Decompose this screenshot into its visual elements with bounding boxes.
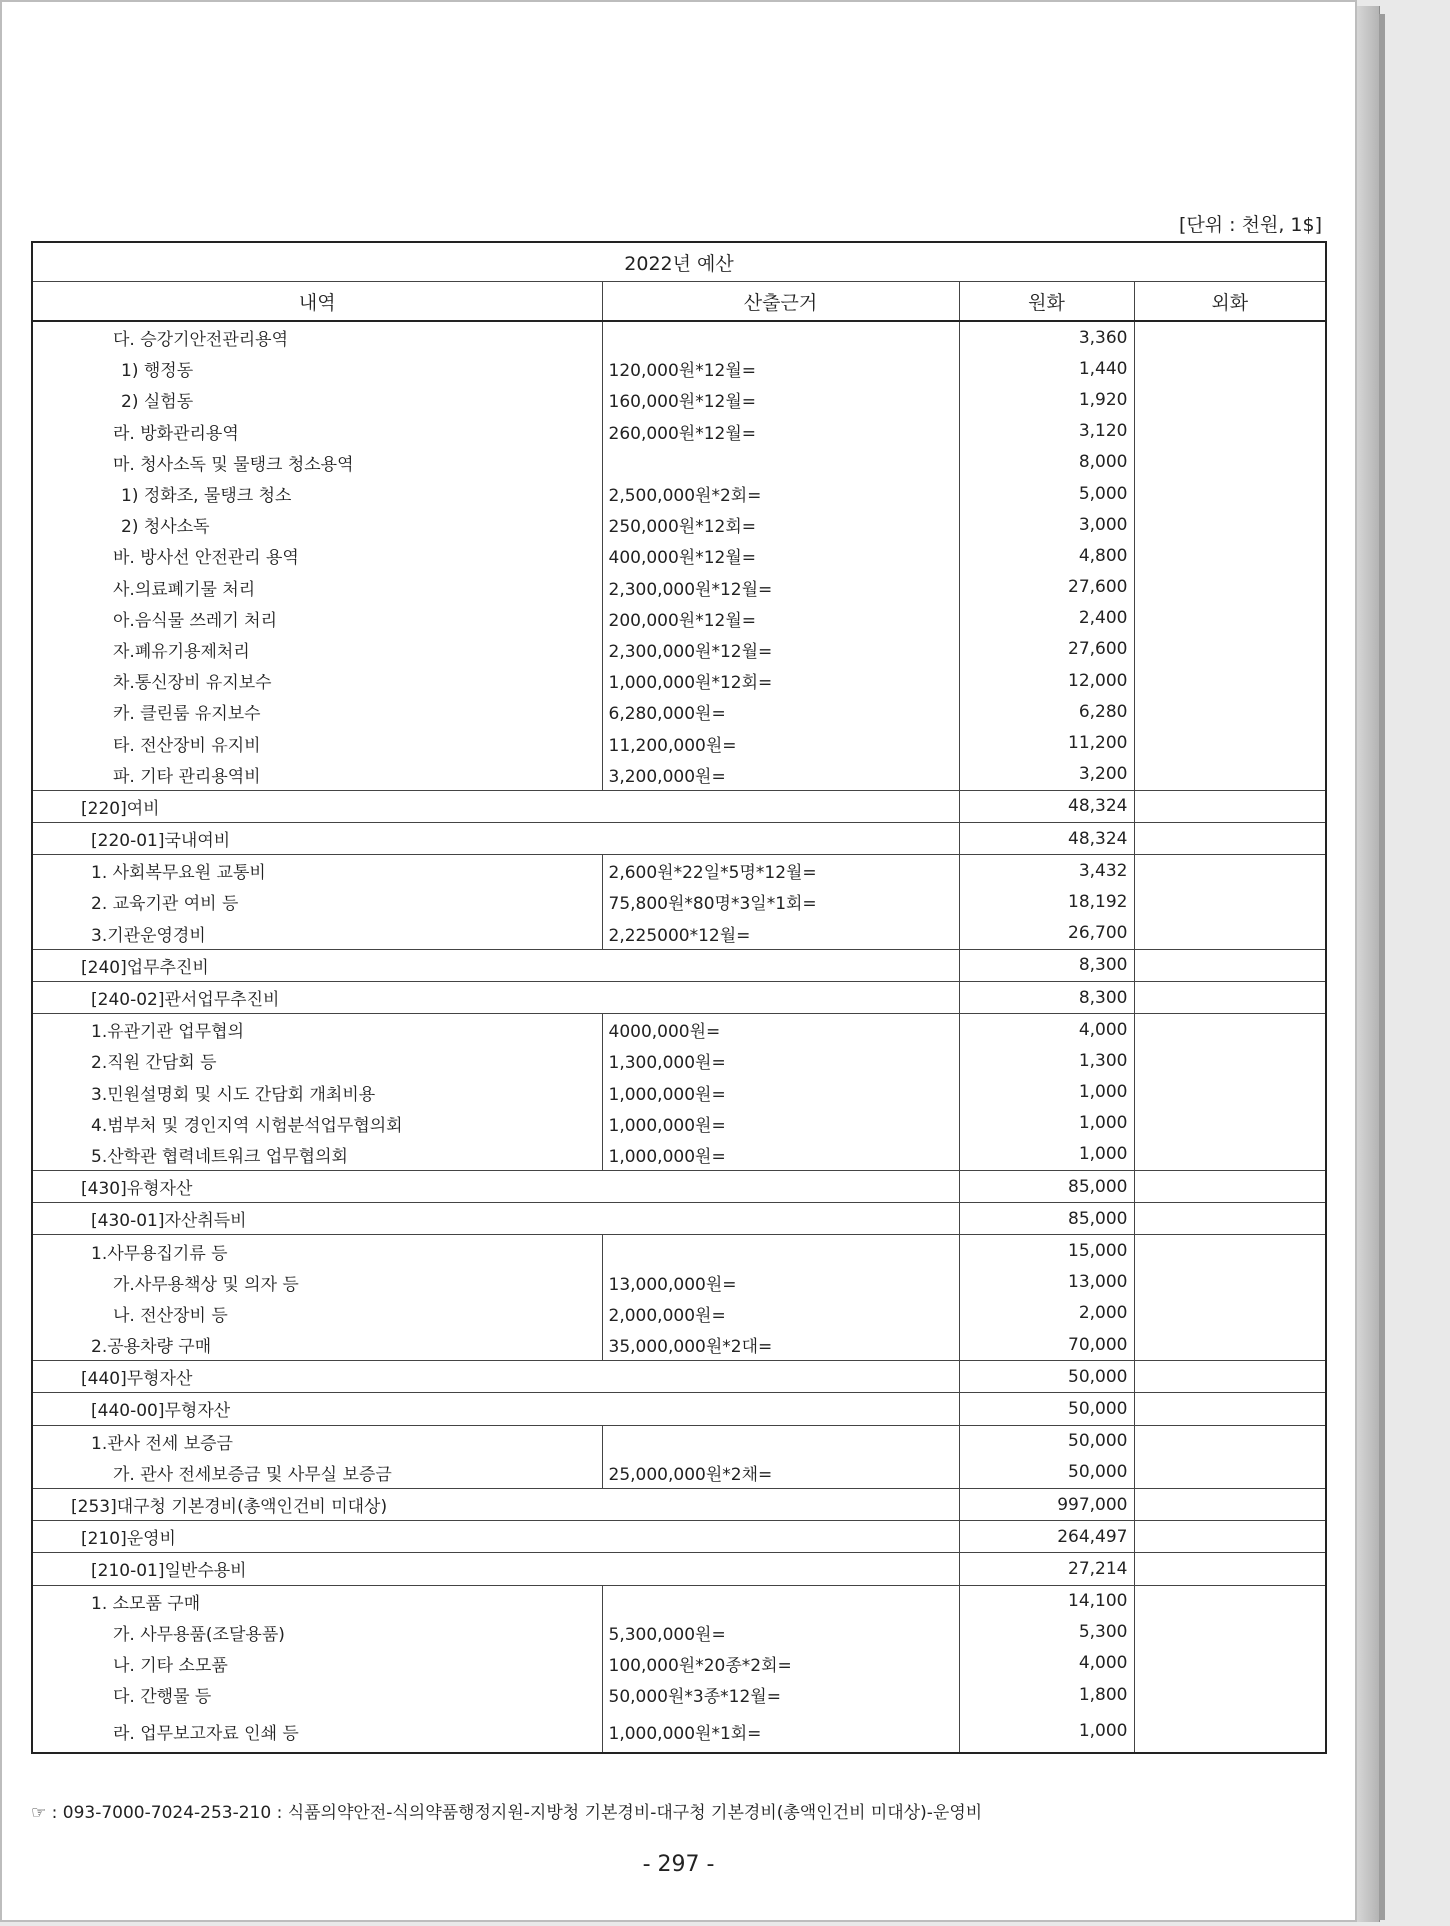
row-item: 가.사무용책상 및 의자 등: [32, 1267, 602, 1298]
row-krw-amount: 3,432: [959, 855, 1134, 887]
row-item: [210-01]일반수용비: [32, 1553, 959, 1585]
row-krw-amount: 50,000: [959, 1361, 1134, 1393]
table-row: [32, 1425, 1326, 1457]
row-krw-amount: 264,497: [959, 1521, 1134, 1553]
table-row: [32, 1679, 1326, 1710]
table-row: [32, 949, 1326, 981]
row-foreign-amount: [1134, 1045, 1326, 1076]
row-foreign-amount: [1134, 1679, 1326, 1710]
row-foreign-amount: [1134, 696, 1326, 727]
row-foreign-amount: [1134, 634, 1326, 665]
row-basis: 5,300,000원=: [602, 1617, 959, 1648]
row-krw-amount: 13,000: [959, 1267, 1134, 1298]
row-foreign-amount: [1134, 353, 1326, 384]
budget-table-body: [32, 321, 1326, 1753]
row-foreign-amount: [1134, 416, 1326, 447]
row-basis: 2,500,000원*2회=: [602, 478, 959, 509]
row-basis: 1,000,000원=: [602, 1139, 959, 1171]
row-item: 1. 소모품 구매: [32, 1585, 602, 1617]
table-row: [32, 447, 1326, 478]
table-row: [32, 1203, 1326, 1235]
row-krw-amount: 48,324: [959, 823, 1134, 855]
table-row: [32, 790, 1326, 822]
row-item: 라. 업무보고자료 인쇄 등: [32, 1710, 602, 1753]
row-item: 1) 정화조, 물탱크 청소: [32, 478, 602, 509]
row-basis: 2,300,000원*12월=: [602, 572, 959, 603]
row-item: [240-02]관서업무추진비: [32, 981, 959, 1013]
row-item: 1. 사회복무요원 교통비: [32, 855, 602, 887]
row-foreign-amount: [1134, 1488, 1326, 1520]
row-basis: 4000,000원=: [602, 1014, 959, 1046]
row-item: [210]운영비: [32, 1521, 959, 1553]
row-krw-amount: 1,920: [959, 384, 1134, 415]
row-krw-amount: 11,200: [959, 727, 1134, 758]
row-basis: [602, 1585, 959, 1617]
table-title-row: [32, 242, 1326, 282]
row-krw-amount: 3,000: [959, 509, 1134, 540]
row-basis: 1,000,000원*12회=: [602, 665, 959, 696]
table-row: [32, 1108, 1326, 1139]
row-foreign-amount: [1134, 384, 1326, 415]
row-foreign-amount: [1134, 1235, 1326, 1267]
row-foreign-amount: [1134, 321, 1326, 353]
row-foreign-amount: [1134, 603, 1326, 634]
row-item: [240]업무추진비: [32, 949, 959, 981]
row-krw-amount: 85,000: [959, 1171, 1134, 1203]
row-krw-amount: 1,000: [959, 1139, 1134, 1171]
row-krw-amount: 1,440: [959, 353, 1134, 384]
table-row: [32, 918, 1326, 950]
row-item: 1) 행정동: [32, 353, 602, 384]
table-row: [32, 509, 1326, 540]
row-item: 2.공용차량 구매: [32, 1329, 602, 1361]
row-foreign-amount: [1134, 1425, 1326, 1457]
table-title: 2022년 예산: [32, 242, 1326, 282]
row-basis: 160,000원*12월=: [602, 384, 959, 415]
row-foreign-amount: [1134, 855, 1326, 887]
row-foreign-amount: [1134, 918, 1326, 950]
row-foreign-amount: [1134, 1267, 1326, 1298]
row-basis: [602, 321, 959, 353]
row-item: 타. 전산장비 유지비: [32, 727, 602, 758]
row-krw-amount: 12,000: [959, 665, 1134, 696]
table-row: [32, 1171, 1326, 1203]
row-foreign-amount: [1134, 1171, 1326, 1203]
row-basis: 6,280,000원=: [602, 696, 959, 727]
table-row: [32, 1014, 1326, 1046]
row-item: 3.민원설명회 및 시도 간담회 개최비용: [32, 1077, 602, 1108]
table-row: [32, 634, 1326, 665]
row-krw-amount: 18,192: [959, 886, 1134, 917]
row-item: 3.기관운영경비: [32, 918, 602, 950]
row-krw-amount: 50,000: [959, 1393, 1134, 1425]
row-item: 사.의료폐기물 처리: [32, 572, 602, 603]
table-row: [32, 1488, 1326, 1520]
row-basis: 250,000원*12회=: [602, 509, 959, 540]
row-item: 카. 클린룸 유지보수: [32, 696, 602, 727]
row-basis: 35,000,000원*2대=: [602, 1329, 959, 1361]
row-krw-amount: 4,000: [959, 1648, 1134, 1679]
row-krw-amount: 27,214: [959, 1553, 1134, 1585]
table-row: [32, 416, 1326, 447]
row-basis: 1,000,000원*1회=: [602, 1710, 959, 1753]
row-krw-amount: 3,120: [959, 416, 1134, 447]
table-row: [32, 727, 1326, 758]
row-krw-amount: 1,000: [959, 1710, 1134, 1753]
table-row: [32, 1553, 1326, 1585]
table-row: [32, 1298, 1326, 1329]
row-basis: 1,000,000원=: [602, 1108, 959, 1139]
row-item: 아.음식물 쓰레기 처리: [32, 603, 602, 634]
header-item: 내역: [32, 282, 602, 322]
table-row: [32, 1267, 1326, 1298]
table-row: [32, 981, 1326, 1013]
row-foreign-amount: [1134, 509, 1326, 540]
row-foreign-amount: [1134, 1203, 1326, 1235]
row-basis: 11,200,000원=: [602, 727, 959, 758]
table-row: [32, 665, 1326, 696]
footnote: ☞ : 093-7000-7024-253-210 : 식품의약안전-식의약품행정지원-지방청 기본경비-대구청 기본경비(총액인건비 미대상)-운영비: [31, 1803, 983, 1823]
row-foreign-amount: [1134, 1617, 1326, 1648]
row-item: [220]여비: [32, 790, 959, 822]
table-row: [32, 1077, 1326, 1108]
table-row: [32, 478, 1326, 509]
row-basis: 120,000원*12월=: [602, 353, 959, 384]
row-item: 나. 기타 소모품: [32, 1648, 602, 1679]
row-krw-amount: 26,700: [959, 918, 1134, 950]
row-item: 나. 전산장비 등: [32, 1298, 602, 1329]
table-row: [32, 1045, 1326, 1076]
table-row: [32, 1361, 1326, 1393]
row-krw-amount: 4,000: [959, 1014, 1134, 1046]
row-krw-amount: 70,000: [959, 1329, 1134, 1361]
table-row: [32, 1710, 1326, 1753]
row-krw-amount: 8,300: [959, 949, 1134, 981]
table-row: [32, 1648, 1326, 1679]
row-item: 5.산학관 협력네트워크 업무협의회: [32, 1139, 602, 1171]
row-item: 2.직원 간담회 등: [32, 1045, 602, 1076]
row-item: 차.통신장비 유지보수: [32, 665, 602, 696]
table-row: [32, 353, 1326, 384]
table-row: [32, 1329, 1326, 1361]
row-foreign-amount: [1134, 540, 1326, 571]
row-basis: 1,300,000원=: [602, 1045, 959, 1076]
row-krw-amount: 27,600: [959, 572, 1134, 603]
table-row: [32, 321, 1326, 353]
table-row: [32, 1617, 1326, 1648]
table-row: [32, 1235, 1326, 1267]
page-number: - 297 -: [642, 1852, 715, 1877]
row-krw-amount: 50,000: [959, 1425, 1134, 1457]
row-foreign-amount: [1134, 1521, 1326, 1553]
table-row: [32, 696, 1326, 727]
row-foreign-amount: [1134, 949, 1326, 981]
table-row: [32, 886, 1326, 917]
row-item: 2. 교육기관 여비 등: [32, 886, 602, 917]
row-basis: 400,000원*12월=: [602, 540, 959, 571]
row-basis: 260,000원*12월=: [602, 416, 959, 447]
row-basis: 200,000원*12월=: [602, 603, 959, 634]
row-item: 바. 방사선 안전관리 용역: [32, 540, 602, 571]
row-krw-amount: 3,360: [959, 321, 1134, 353]
table-row: [32, 855, 1326, 887]
row-foreign-amount: [1134, 727, 1326, 758]
row-item: 1.사무용집기류 등: [32, 1235, 602, 1267]
row-item: 4.범부처 및 경인지역 시험분석업무협의회: [32, 1108, 602, 1139]
row-basis: 100,000원*20종*2회=: [602, 1648, 959, 1679]
row-basis: [602, 1425, 959, 1457]
row-foreign-amount: [1134, 823, 1326, 855]
row-foreign-amount: [1134, 1393, 1326, 1425]
row-krw-amount: 8,000: [959, 447, 1134, 478]
row-basis: [602, 447, 959, 478]
row-foreign-amount: [1134, 1077, 1326, 1108]
row-krw-amount: 48,324: [959, 790, 1134, 822]
row-foreign-amount: [1134, 572, 1326, 603]
table-row: [32, 1139, 1326, 1171]
unit-label: [단위 : 천원, 1$]: [1179, 214, 1322, 236]
table-row: [32, 1457, 1326, 1489]
row-item: 1.관사 전세 보증금: [32, 1425, 602, 1457]
row-krw-amount: 1,300: [959, 1045, 1134, 1076]
row-krw-amount: 2,000: [959, 1298, 1134, 1329]
row-item: [440-00]무형자산: [32, 1393, 959, 1425]
row-krw-amount: 8,300: [959, 981, 1134, 1013]
table-row: [32, 1585, 1326, 1617]
row-basis: 3,200,000원=: [602, 759, 959, 791]
row-item: 자.폐유기용제처리: [32, 634, 602, 665]
page-edge-shadow: [1357, 6, 1380, 1922]
row-krw-amount: 5,300: [959, 1617, 1134, 1648]
page-edge-shadow-dark: [1379, 14, 1385, 1920]
row-foreign-amount: [1134, 1108, 1326, 1139]
row-basis: 2,000,000원=: [602, 1298, 959, 1329]
table-row: [32, 823, 1326, 855]
row-foreign-amount: [1134, 1014, 1326, 1046]
row-foreign-amount: [1134, 478, 1326, 509]
row-item: [253]대구청 기본경비(총액인건비 미대상): [32, 1488, 959, 1520]
row-item: 2) 실험동: [32, 384, 602, 415]
row-item: 2) 청사소독: [32, 509, 602, 540]
row-item: 가. 사무용품(조달용품): [32, 1617, 602, 1648]
row-krw-amount: 4,800: [959, 540, 1134, 571]
table-row: [32, 540, 1326, 571]
row-basis: 75,800원*80명*3일*1회=: [602, 886, 959, 917]
row-basis: 2,300,000원*12월=: [602, 634, 959, 665]
row-foreign-amount: [1134, 981, 1326, 1013]
row-basis: 50,000원*3종*12월=: [602, 1679, 959, 1710]
row-krw-amount: 50,000: [959, 1457, 1134, 1489]
row-item: 파. 기타 관리용역비: [32, 759, 602, 791]
row-krw-amount: 2,400: [959, 603, 1134, 634]
row-foreign-amount: [1134, 1553, 1326, 1585]
row-foreign-amount: [1134, 1361, 1326, 1393]
row-basis: 2,600원*22일*5명*12월=: [602, 855, 959, 887]
row-foreign-amount: [1134, 1139, 1326, 1171]
row-item: [430-01]자산취득비: [32, 1203, 959, 1235]
row-basis: [602, 1235, 959, 1267]
row-krw-amount: 14,100: [959, 1585, 1134, 1617]
row-krw-amount: 5,000: [959, 478, 1134, 509]
table-row: [32, 384, 1326, 415]
row-foreign-amount: [1134, 665, 1326, 696]
row-krw-amount: 85,000: [959, 1203, 1134, 1235]
row-item: 마. 청사소독 및 물탱크 청소용역: [32, 447, 602, 478]
row-basis: 13,000,000원=: [602, 1267, 959, 1298]
row-krw-amount: 1,000: [959, 1077, 1134, 1108]
budget-table: [31, 241, 1327, 1754]
row-basis: 1,000,000원=: [602, 1077, 959, 1108]
row-krw-amount: 997,000: [959, 1488, 1134, 1520]
header-basis: 산출근거: [602, 282, 959, 322]
row-foreign-amount: [1134, 1329, 1326, 1361]
row-item: 1.유관기관 업무협의: [32, 1014, 602, 1046]
table-header-row: [32, 282, 1326, 322]
row-item: [440]무형자산: [32, 1361, 959, 1393]
row-item: 라. 방화관리용역: [32, 416, 602, 447]
row-krw-amount: 1,000: [959, 1108, 1134, 1139]
row-basis: 25,000,000원*2채=: [602, 1457, 959, 1489]
row-krw-amount: 15,000: [959, 1235, 1134, 1267]
row-foreign-amount: [1134, 1585, 1326, 1617]
row-basis: 2,225000*12월=: [602, 918, 959, 950]
table-row: [32, 1521, 1326, 1553]
row-item: [430]유형자산: [32, 1171, 959, 1203]
row-foreign-amount: [1134, 790, 1326, 822]
row-item: 가. 관사 전세보증금 및 사무실 보증금: [32, 1457, 602, 1489]
row-item: 다. 간행물 등: [32, 1679, 602, 1710]
row-foreign-amount: [1134, 1457, 1326, 1489]
table-row: [32, 572, 1326, 603]
row-krw-amount: 1,800: [959, 1679, 1134, 1710]
row-foreign-amount: [1134, 1648, 1326, 1679]
header-krw: 원화: [959, 282, 1134, 322]
row-item: 다. 승강기안전관리용역: [32, 321, 602, 353]
row-krw-amount: 27,600: [959, 634, 1134, 665]
table-row: [32, 603, 1326, 634]
table-row: [32, 759, 1326, 791]
row-krw-amount: 6,280: [959, 696, 1134, 727]
row-foreign-amount: [1134, 447, 1326, 478]
row-foreign-amount: [1134, 759, 1326, 791]
table-row: [32, 1393, 1326, 1425]
row-foreign-amount: [1134, 1710, 1326, 1753]
row-foreign-amount: [1134, 1298, 1326, 1329]
row-krw-amount: 3,200: [959, 759, 1134, 791]
row-foreign-amount: [1134, 886, 1326, 917]
header-foreign: 외화: [1134, 282, 1326, 322]
row-item: [220-01]국내여비: [32, 823, 959, 855]
